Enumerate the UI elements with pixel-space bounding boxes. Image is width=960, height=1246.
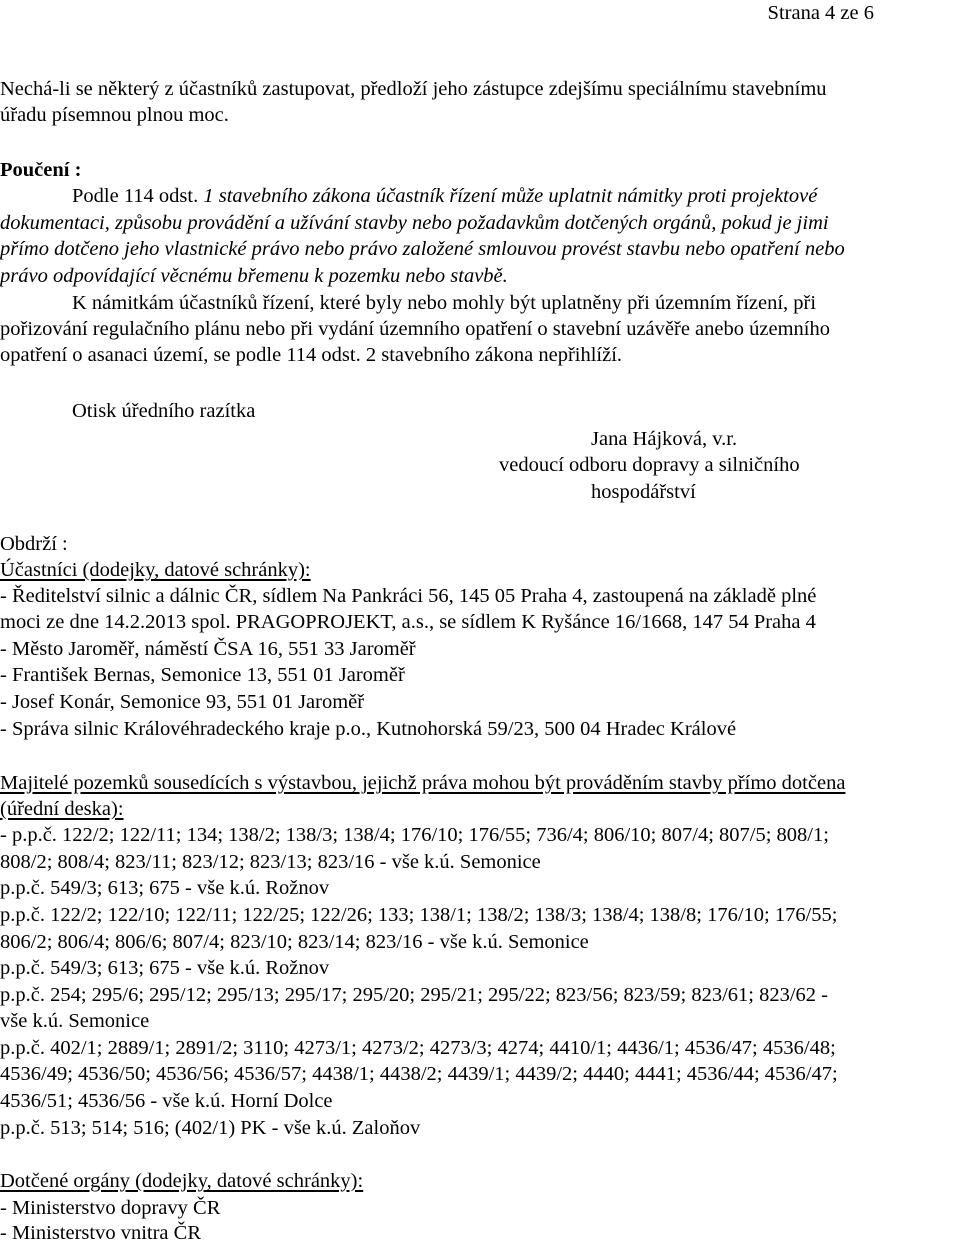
owners-line: 806/2; 806/4; 806/6; 807/4; 823/10; 823/14; 823/16 - vše k.ú. Semonice bbox=[0, 931, 589, 953]
signatory-name: Jana Hájková, v.r. bbox=[591, 428, 738, 450]
participant-line: - Správa silnic Královéhradeckého kraje p.o., Kutnohorská 59/23, 500 04 Hradec Králové bbox=[0, 718, 737, 740]
pouceni-text-line: pořizování regulačního plánu nebo při vydání územního opatření o stavební uzávěře anebo územního bbox=[0, 318, 830, 340]
owners-line: p.p.č. 513; 514; 516; (402/1) PK - vše k.ú. Zaloňov bbox=[0, 1117, 421, 1139]
owners-line: p.p.č. 122/2; 122/10; 122/11; 122/25; 122/26; 133; 138/1; 138/2; 138/3; 138/4; 138/8; 176/10; 176/55; bbox=[0, 904, 838, 926]
owners-line: p.p.č. 549/3; 613; 675 - vše k.ú. Rožnov bbox=[0, 877, 330, 899]
participant-line: - Josef Konár, Semonice 93, 551 01 Jaroměř bbox=[0, 691, 365, 713]
authority-line: - Ministerstvo vnitra ČR bbox=[0, 1222, 202, 1244]
owners-line: 808/2; 808/4; 823/11; 823/12; 823/13; 823/16 - vše k.ú. Semonice bbox=[0, 851, 541, 873]
owners-line: 4536/51; 4536/56 - vše k.ú. Horní Dolce bbox=[0, 1090, 333, 1112]
participant-line: - Ředitelství silnic a dálnic ČR, sídlem Na Pankráci 56, 145 05 Praha 4, zastoupená na základě plné bbox=[0, 585, 817, 607]
pouceni-text-line: dokumentaci, způsobu provádění a užívání stavby nebo požadavkům dotčených orgánů, pokud je jimi bbox=[0, 212, 829, 234]
pouceni-text-line: K námitkám účastníků řízení, které byly nebo mohly být uplatněny při územním řízení, při bbox=[72, 292, 817, 314]
participant-line: - Město Jaroměř, náměstí ČSA 16, 551 33 Jaroměř bbox=[0, 638, 416, 660]
participant-line: moci ze dne 14.2.2013 spol. PRAGOPROJEKT, a.s., se sídlem K Ryšánce 16/1668, 147 54 Praha 4 bbox=[0, 611, 816, 633]
pouceni-text-line: právo odpovídající věcnému břemenu k pozemku nebo stavbě. bbox=[0, 265, 508, 287]
owners-heading: Majitelé pozemků sousedících s výstavbou, jejichž práva mohou být prováděním stavby přímo dotčena bbox=[0, 772, 846, 794]
pouceni-title: Poučení : bbox=[0, 159, 82, 181]
pouceni-text-line: opatření o asanaci území, se podle 114 odst. 2 stavebního zákona nepřihlíží. bbox=[0, 344, 623, 366]
participant-line: - František Bernas, Semonice 13, 551 01 Jaroměř bbox=[0, 664, 405, 686]
recipients-title: Obdrží : bbox=[0, 533, 68, 555]
page-number: Strana 4 ze 6 bbox=[767, 2, 874, 24]
owners-line: p.p.č. 402/1; 2889/1; 2891/2; 3110; 4273/1; 4273/2; 4273/3; 4274; 4410/1; 4436/1; 4536/47; 4536/48; bbox=[0, 1037, 836, 1059]
owners-line: p.p.č. 254; 295/6; 295/12; 295/13; 295/17; 295/20; 295/21; 295/22; 823/56; 823/59; 823/61; 823/62 - bbox=[0, 984, 828, 1006]
owners-heading: (úřední deska): bbox=[0, 798, 124, 820]
pouceni-text-line: přímo dotčeno jeho vlastnické právo nebo právo založené smlouvou provést stavbu nebo opatření nebo bbox=[0, 238, 845, 260]
owners-line: p.p.č. 549/3; 613; 675 - vše k.ú. Rožnov bbox=[0, 957, 330, 979]
representation-text-line: úřadu písemnou plnou moc. bbox=[0, 104, 229, 126]
pouceni-text-part: Podle 114 odst. bbox=[72, 185, 204, 207]
participants-heading: Účastníci (dodejky, datové schránky): bbox=[0, 559, 311, 581]
signatory-role: hospodářství bbox=[591, 481, 696, 503]
authority-line: - Ministerstvo dopravy ČR bbox=[0, 1197, 221, 1219]
pouceni-text-line bbox=[72, 183, 817, 209]
pouceni-text-part: 1 stavebního zákona účastník řízení může uplatnit námitky proti projektové bbox=[203, 185, 818, 207]
owners-line: vše k.ú. Semonice bbox=[0, 1010, 150, 1032]
owners-line: - p.p.č. 122/2; 122/11; 134; 138/2; 138/3; 138/4; 176/10; 176/55; 736/4; 806/10; 807/4; 807/5; 808/1; bbox=[0, 824, 829, 846]
representation-text-line: Nechá-li se některý z účastníků zastupovat, předloží jeho zástupce zdejšímu speciálnímu stavebnímu bbox=[0, 78, 827, 100]
authorities-heading: Dotčené orgány (dodejky, datové schránky): bbox=[0, 1170, 364, 1192]
stamp-label: Otisk úředního razítka bbox=[72, 400, 256, 422]
owners-line: 4536/49; 4536/50; 4536/56; 4536/57; 4438/1; 4438/2; 4439/1; 4439/2; 4440; 4441; 4536/44; 4536/47; bbox=[0, 1063, 838, 1085]
signatory-role: vedoucí odboru dopravy a silničního bbox=[499, 454, 800, 476]
